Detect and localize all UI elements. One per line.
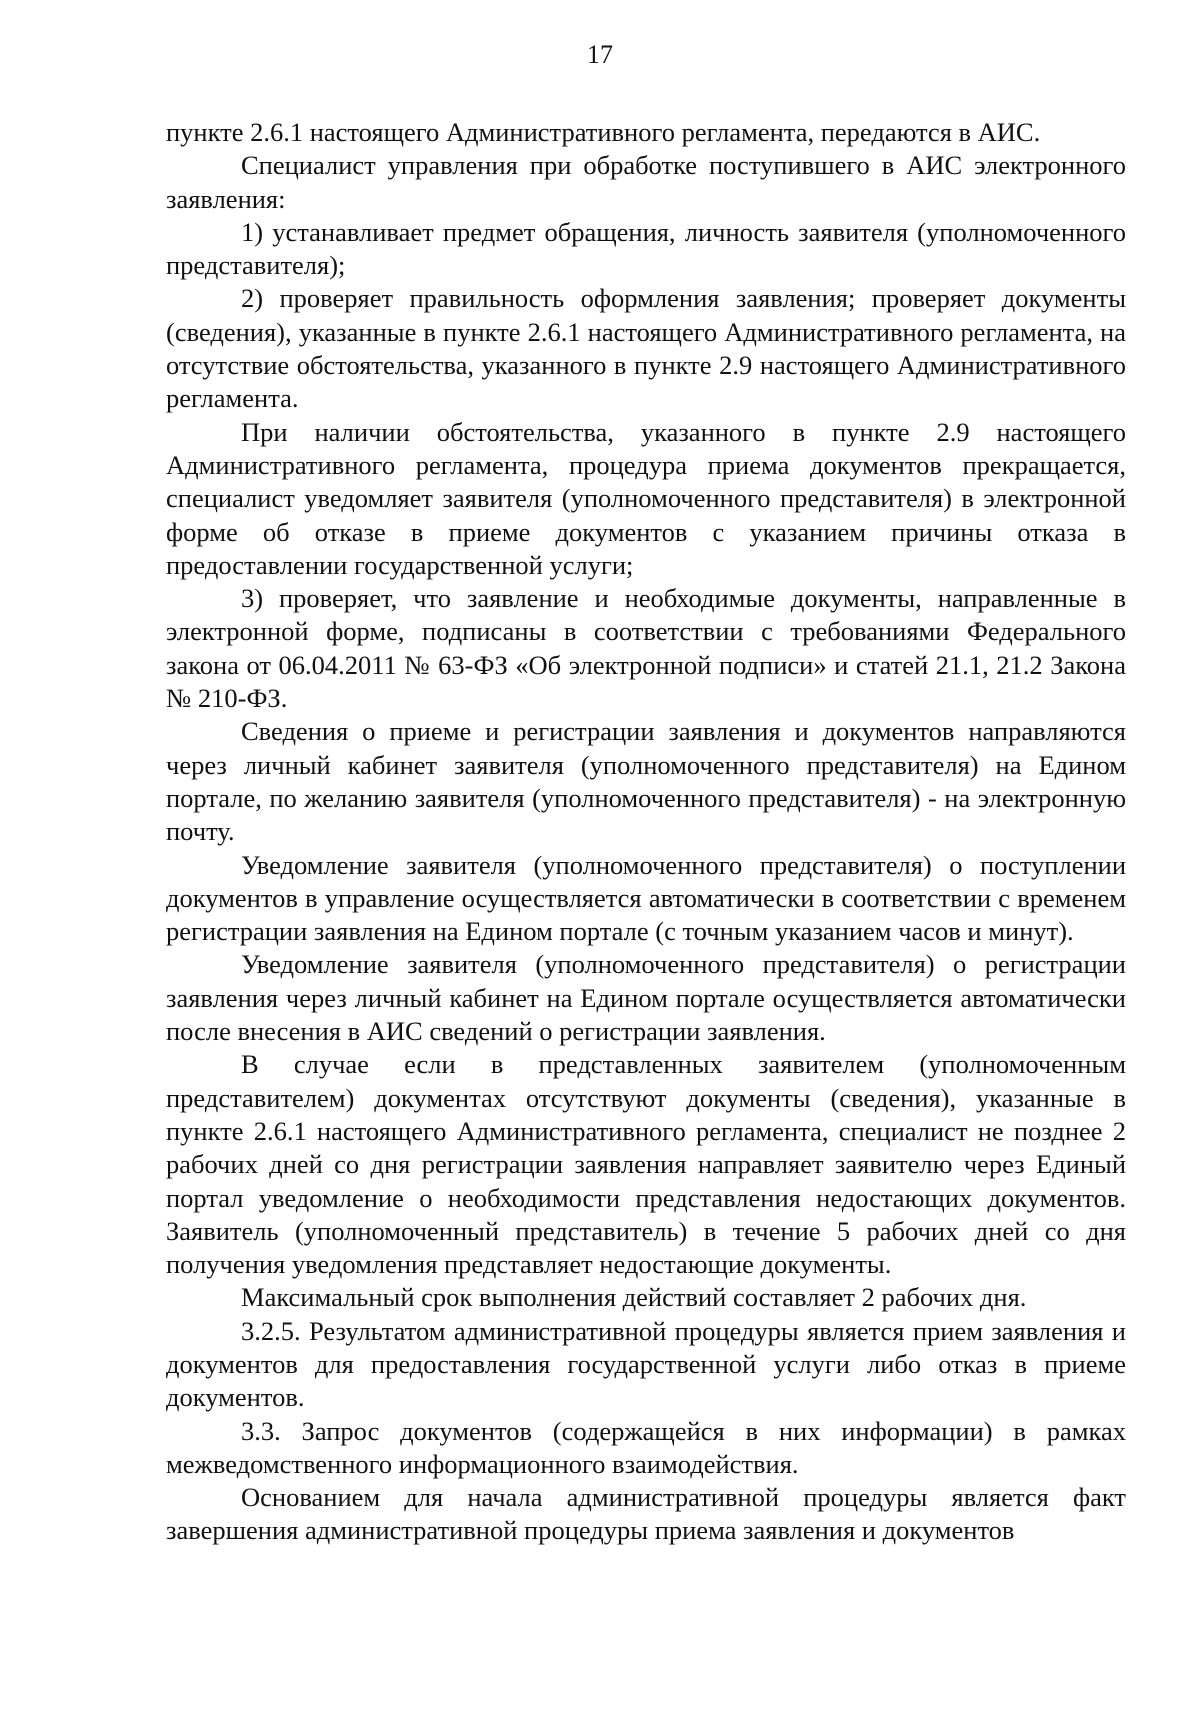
list-item: 3) проверяет, что заявление и необходимые документы, направленные в электронной форме, подписаны в соответствии с требованиями Федерального закона от 06.04.2011 № 63-ФЗ «Об электронной подписи» и статей 21.1, 21.2 Закона № 210-ФЗ. (166, 583, 1126, 714)
page-number: 17 (587, 40, 613, 69)
paragraph: Максимальный срок выполнения действий составляет 2 рабочих дня. (241, 1282, 1027, 1313)
paragraph-continuation: пункте 2.6.1 настоящего Административного регламента, передаются в АИС. (166, 117, 1041, 147)
paragraph: В случае если в представленных заявителем (уполномоченным представителем) документах отсутствуют документы (сведения), указанные в пункте 2.6.1 настоящего Административного регламента, специалист не позднее 2 рабочих дней со дня регистрации заявления направляет заявителю через Единый портал уведомление о необходимости представления недостающих документов. Заявитель (уполномоченный представитель) в течение 5 рабочих дней со дня получения уведомления представляет недостающие документы. (166, 1049, 1126, 1280)
paragraph: Сведения о приеме и регистрации заявления и документов направляются через личный кабинет заявителя (уполномоченного представителя) на Едином портале, по желанию заявителя (уполномоченного представителя) - на электронную почту. (166, 716, 1126, 847)
section-heading: 3.3. Запрос документов (содержащейся в них информации) в рамках межведомственного информационного взаимодействия. (166, 1415, 1126, 1479)
paragraph: Уведомление заявителя (уполномоченного представителя) о поступлении документов в управление осуществляется автоматически в соответствии с временем регистрации заявления на Едином портале (с точным указанием часов и минут). (166, 849, 1126, 947)
section-paragraph: 3.2.5. Результатом административной процедуры является прием заявления и документов для предоставления государственной услуги либо отказ в приеме документов. (166, 1315, 1126, 1413)
paragraph: Уведомление заявителя (уполномоченного представителя) о регистрации заявления через личный кабинет на Едином портале осуществляется автоматически после внесения в АИС сведений о регистрации заявления. (166, 949, 1126, 1047)
list-item: 1) устанавливает предмет обращения, личность заявителя (уполномоченного представителя); (166, 216, 1126, 281)
paragraph: При наличии обстоятельства, указанного в пункте 2.9 настоящего Административного регламента, процедура приема документов прекращается, специалист уведомляет заявителя (уполномоченного представителя) в электронной форме об отказе в приеме документов с указанием причины отказа в предоставлении государственной услуги; (166, 416, 1126, 580)
list-item: 2) проверяет правильность оформления заявления; проверяет документы (сведения), указанные в пункте 2.6.1 настоящего Административного регламента, на отсутствие обстоятельства, указанного в пункте 2.9 настоящего Административного регламента. (166, 283, 1126, 414)
document-body (166, 116, 1126, 1548)
paragraph: Специалист управления при обработке поступившего в АИС электронного заявления: (166, 150, 1126, 214)
paragraph: Основанием для начала административной процедуры является факт завершения административной процедуры приема заявления и документов (166, 1482, 1126, 1546)
